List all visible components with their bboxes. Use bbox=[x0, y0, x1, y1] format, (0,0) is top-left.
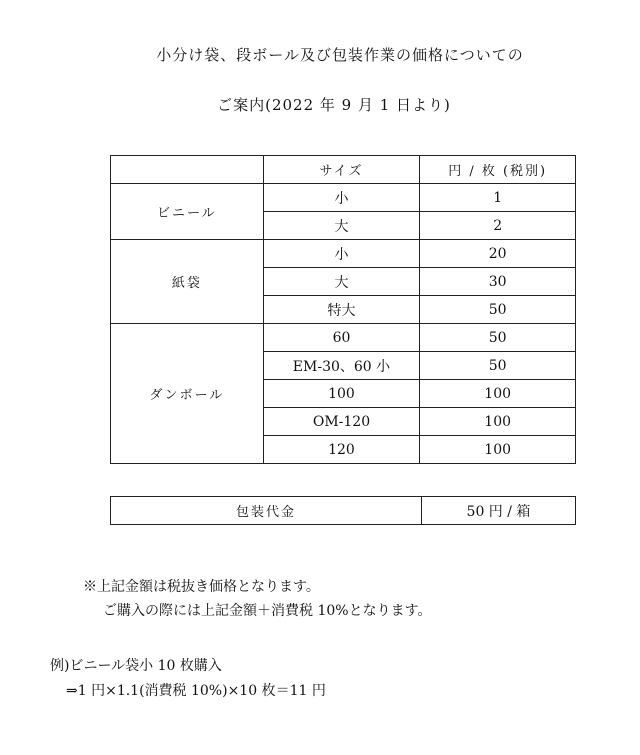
category-vinyl: ビニール bbox=[111, 184, 264, 240]
header-size-cell: サイズ bbox=[263, 156, 420, 184]
size-cell: 特大 bbox=[263, 296, 420, 324]
price-cell: 100 bbox=[420, 408, 576, 436]
header-price-cell: 円 / 枚 (税別) bbox=[420, 156, 576, 184]
category-paper-bag: 紙袋 bbox=[111, 240, 264, 324]
packing-fee-label: 包装代金 bbox=[111, 497, 422, 525]
example-heading: 例)ビニール袋小 10 枚購入 bbox=[50, 658, 222, 674]
tax-note-detail: ご購入の際には上記金額＋消費税 10%となります。 bbox=[103, 603, 432, 619]
packing-fee-table bbox=[110, 496, 576, 525]
category-cardboard: ダンボール bbox=[111, 324, 264, 464]
price-cell: 2 bbox=[420, 212, 576, 240]
document-subtitle: ご案内(2022 年 9 月 1 日より) bbox=[217, 96, 451, 114]
size-cell: EM-30、60 小 bbox=[263, 352, 420, 380]
price-cell: 50 bbox=[420, 296, 576, 324]
table-row bbox=[111, 324, 576, 352]
size-cell: 小 bbox=[263, 240, 420, 268]
size-cell: 100 bbox=[263, 380, 420, 408]
price-table bbox=[110, 155, 576, 464]
document-title: 小分け袋、段ボール及び包装作業の価格についての bbox=[156, 46, 524, 64]
tax-note: ※上記金額は税抜き価格となります。 bbox=[83, 579, 320, 595]
price-cell: 100 bbox=[420, 380, 576, 408]
table-row bbox=[111, 240, 576, 268]
price-cell: 1 bbox=[420, 184, 576, 212]
price-cell: 20 bbox=[420, 240, 576, 268]
example-calculation: ⇒1 円×1.1(消費税 10%)×10 枚＝11 円 bbox=[66, 683, 326, 699]
size-cell: 小 bbox=[263, 184, 420, 212]
size-cell: 大 bbox=[263, 268, 420, 296]
header-category-cell bbox=[111, 156, 264, 184]
size-cell: 大 bbox=[263, 212, 420, 240]
price-cell: 50 bbox=[420, 324, 576, 352]
size-cell: 120 bbox=[263, 436, 420, 464]
price-cell: 50 bbox=[420, 352, 576, 380]
table-header-row bbox=[111, 156, 576, 184]
size-cell: 60 bbox=[263, 324, 420, 352]
price-cell: 30 bbox=[420, 268, 576, 296]
size-cell: OM-120 bbox=[263, 408, 420, 436]
table-row bbox=[111, 497, 576, 525]
table-row bbox=[111, 184, 576, 212]
price-cell: 100 bbox=[420, 436, 576, 464]
packing-fee-value: 50 円 / 箱 bbox=[422, 497, 576, 525]
